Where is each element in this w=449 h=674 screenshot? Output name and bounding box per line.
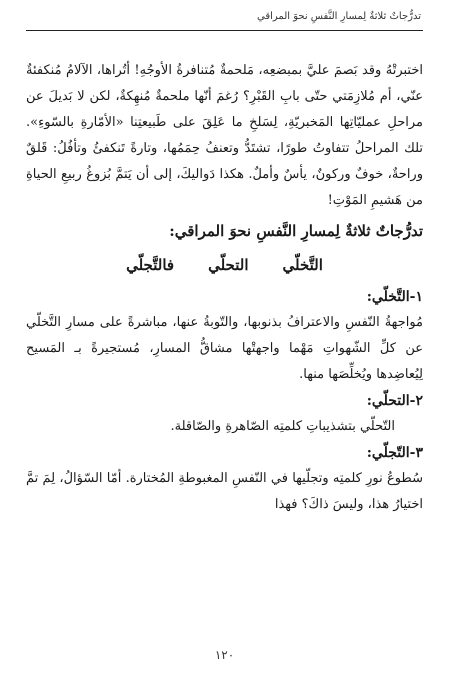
stage-tahalli: التحلّي	[208, 256, 249, 274]
stage-1-title: ١-التَّخلّي:	[366, 289, 423, 305]
stage-1-text: مُواجهةُ النّفسِ والاعترافُ بذنوبها، والتّوبةُ عنها، مباشرةً على مسارِ التَّخلّي عن كلِّ الشّهواتِ مَهْما واجهتْها مشاقُّ المسارِ، مُستجيرةً بـ المَسيح لِيُعاضِدها ويُخلِّصَها منها.	[26, 315, 423, 382]
opening-paragraph: اختبرتْهُ وقد بَصمَ عليَّ بمبضعِه، مَلحمةٌ مُتنافرةُ الأوجُهِ! أتُراها، الآلامُ مُنكفئةٌ عنّي، أم مُلازِمَتي حتّى بابِ القَبْرِ؟ رُغمَ أنّها ملحمةٌ مُنهِكةٌ، لكن لا بَديلَ عن مراحلِ عمليّاتِها المَخبريّةِ، لِسَلخِ ما عَلِقَ على طَبيعتِنا «الأمّارةِ بالسّوءِ». تلك المراحلُ تتفاوتُ طورًا، تشتَدُّ وتعنفُ حِمَمُها، وتارةً تَنكفئُ وتأفُلُ: قَلقٌ وراحةٌ، خوفٌ وركونٌ، يأسٌ وأملٌ. هكذا دَواليكَ، إلى أن يَتمَّ بُزوغُ ربيعِ الحياةِ من هَشيمِ المَوْتِ!	[26, 63, 423, 208]
page-number: ١٢٠	[214, 648, 235, 662]
section-heading: تدرُّجاتٌ ثلاثةٌ لِمسارِ النَّفسِ نحوَ المراقي:	[169, 222, 423, 240]
stage-2-title: ٢-التحلّي:	[366, 393, 423, 409]
stage-2-text: التّحلّي بتشذيباتِ كلمتِه الصّاهرةِ والصّاقلة.	[170, 419, 395, 434]
stage-3-text: سُطوعُ نورِ كلمتِه وتجلّيها في النّفسِ المغبوطةِ المُختارة. أمّا السّؤالُ، لِمَ تمَّ اختيارُ هذا، وليسَ ذاكَ؟ فهذا	[26, 471, 423, 512]
stage-3-title: ٣-التّجلّي:	[366, 445, 423, 461]
stage-tajalli: فالتَّجلّي	[126, 256, 175, 274]
running-header: تدرُّجاتٌ ثلاثةٌ لِمسارِ النَّفسِ نحوَ المراقي	[257, 11, 421, 22]
header-divider	[26, 30, 423, 31]
stage-takhalli: التَّخلّي	[282, 256, 323, 274]
three-stages-row	[26, 246, 423, 284]
page-body	[26, 58, 423, 518]
